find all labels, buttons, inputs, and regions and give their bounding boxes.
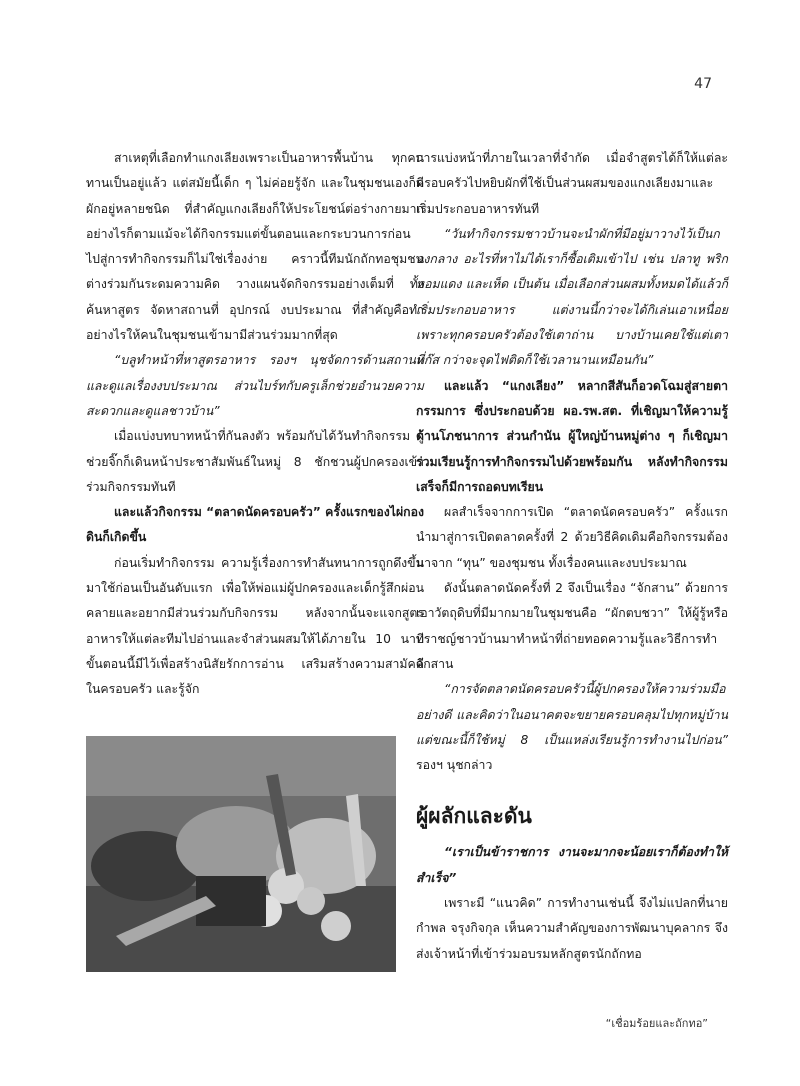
right-column	[416, 146, 728, 967]
body-paragraph: สาเหตุที่เลือกทำแกงเลียงเพราะเป็นอาหารพื้นบ้าน ทุกคนทานเป็นอยู่แล้ว แต่สมัยนี้เด็ก ๆ ไม่ค่อยรู้จัก และในชุมชนเองก็มีผักอยู่หลายชนิด ที่สำคัญแกงเลียงก็ให้ประโยชน์ต่อร่างกายมาก อย่างไรก็ตามแม้จะได้กิจกรรมแต่ขั้นตอนและกระบวนการก่อนไปสู่การทำกิจกรรมก็ไม่ใช่เรื่องง่าย คราวนี้ทีมนักถักทอชุมชนต่างร่วมกันระดมความคิด วางแผนจัดกิจกรรมอย่างเต็มที่ ทั้งค้นหาสูตร จัดหาสถานที่ อุปกรณ์ งบประมาณ ที่สำคัญคือทำอย่างไรให้คนในชุมชนเข้ามามีส่วนร่วมมากที่สุด	[86, 151, 424, 343]
body-paragraph: ก่อนเริ่มทำกิจกรรม ความรู้เรื่องการทำสันทนาการถูกดึงขึ้นมาใช้ก่อนเป็นอันดับแรก เพื่อให้พ่อแม่ผู้ปกครองและเด็กรู้สึกผ่อนคลายและอยากมีส่วนร่วมกับกิจกรรม หลังจากนั้นจะแจกสูตรอาหารให้แต่ละทีมไปอ่านและจำส่วนผสมให้ได้ภายใน 10 นาที ขั้นตอนนี้มีไว้เพื่อสร้างนิสัยรักการอ่าน เสริมสร้างความสามัคคีในครอบครัว และรู้จัก	[86, 555, 424, 697]
body-paragraph: เพราะมี “แนวคิด” การทำงานเช่นนี้ จึงไม่แปลกที่นายกำพล จรุงกิจกุล เห็นความสำคัญของการพัฒนาบุคลากร จึงส่งเจ้าหน้าที่เข้าร่วมอบรมหลักสูตรนักถักทอ	[416, 896, 728, 961]
left-column	[86, 146, 424, 703]
highlight-quote: “เราเป็นข้าราชการ งานจะมากจะน้อยเราก็ต้องทำให้สำเร็จ”	[416, 845, 728, 885]
body-paragraph: เมื่อแบ่งบทบาทหน้าที่กันลงตัว พร้อมกับได้วันทำกิจกรรม ผู้ช่วยจิ๊กก็เดินหน้าประชาสัมพันธ์ในหมู่ 8 ชักชวนผู้ปกครองเข้าร่วมกิจกรรมทันที	[86, 429, 424, 494]
highlight-paragraph: และแล้ว “แกงเลียง” หลากสีสันก็อวดโฉมสู่สายตากรรมการ ซึ่งประกอบด้วย ผอ.รพ.สต. ที่เชิญมาให้ความรู้ด้านโภชนาการ ส่วนกำนัน ผู้ใหญ่บ้านหมู่ต่าง ๆ ก็เชิญมาร่วมเรียนรู้การทำกิจกรรมไปด้วยพร้อมกัน หลังทำกิจกรรมเสร็จก็มีการถอดบทเรียน	[416, 378, 728, 494]
vegetables-illustration	[86, 736, 396, 972]
quote-attribution: รองฯ นุชกล่าว	[416, 758, 493, 773]
quote-paragraph: “บลูทำหน้าที่หาสูตรอาหาร รองฯ นุชจัดการด้านสถานที่และดูแลเรื่องงบประมาณ ส่วนไบร์ทกับครูเล็กช่วยอำนวยความสะดวกและดูแลชาวบ้าน”	[86, 353, 424, 418]
quote-paragraph	[416, 677, 728, 778]
highlight-paragraph: และแล้วกิจกรรม “ตลาดนัดครอบครัว” ครั้งแรกของไผ่กองดินก็เกิดขึ้น	[86, 505, 424, 545]
footer-caption: “เชื่อมร้อยและถักทอ”	[605, 1017, 708, 1030]
vegetables-photo	[86, 736, 396, 972]
body-paragraph: การแบ่งหน้าที่ภายในเวลาที่จำกัด เมื่อจำสูตรได้ก็ให้แต่ละครอบครัวไปหยิบผักที่ใช้เป็นส่วนผสมของแกงเลียงมาและเริ่มประกอบอาหารทันที	[416, 151, 728, 216]
quote-text: “การจัดตลาดนัดครอบครัวนี้ผู้ปกครองให้ความร่วมมืออย่างดี และคิดว่าในอนาคตจะขยายครอบคลุมไปทุกหมู่บ้าน แต่ขณะนี้ก็ใช้หมู่ 8 เป็นแหล่งเรียนรู้การทำงานไปก่อน”	[416, 682, 728, 747]
body-paragraph: ผลสำเร็จจากการเปิด “ตลาดนัดครอบครัว” ครั้งแรก นำมาสู่การเปิดตลาดครั้งที่ 2 ด้วยวิธีคิดเดิมคือกิจกรรมต้องมาจาก “ทุน” ของชุมชน ทั้งเรื่องคนและงบประมาณ	[416, 505, 728, 570]
section-heading: ผู้ผลักและดัน	[416, 804, 532, 829]
quote-paragraph: “วันทำกิจกรรมชาวบ้านจะนำผักที่มีอยู่มาวางไว้เป็นกองกลาง อะไรที่หาไม่ได้เราก็ซื้อเติมเข้าไป เช่น ปลาทู พริก หอมแดง และเห็ด เป็นต้น เมื่อเลือกส่วนผสมทั้งหมดได้แล้วก็เริ่มประกอบอาหาร แต่งานนี้กว่าจะได้กิเล่นเอาเหนื่อย เพราะทุกครอบครัวต้องใช้เตาถ่าน บางบ้านเคยใช้แต่เตาแก๊ส กว่าจะจุดไฟติดก็ใช้เวลานานเหมือนกัน”	[416, 226, 728, 368]
body-paragraph: ดังนั้นตลาดนัดครั้งที่ 2 จึงเป็นเรื่อง “จักสาน” ด้วยการเอาวัตถุดิบที่มีมากมายในชุมชนคือ “ผักตบชวา” ให้ผู้รู้หรือปราชญ์ชาวบ้านมาทำหน้าที่ถ่ายทอดความรู้และวิธีการทำจักสาน	[416, 581, 728, 671]
page-number: 47	[694, 76, 712, 92]
